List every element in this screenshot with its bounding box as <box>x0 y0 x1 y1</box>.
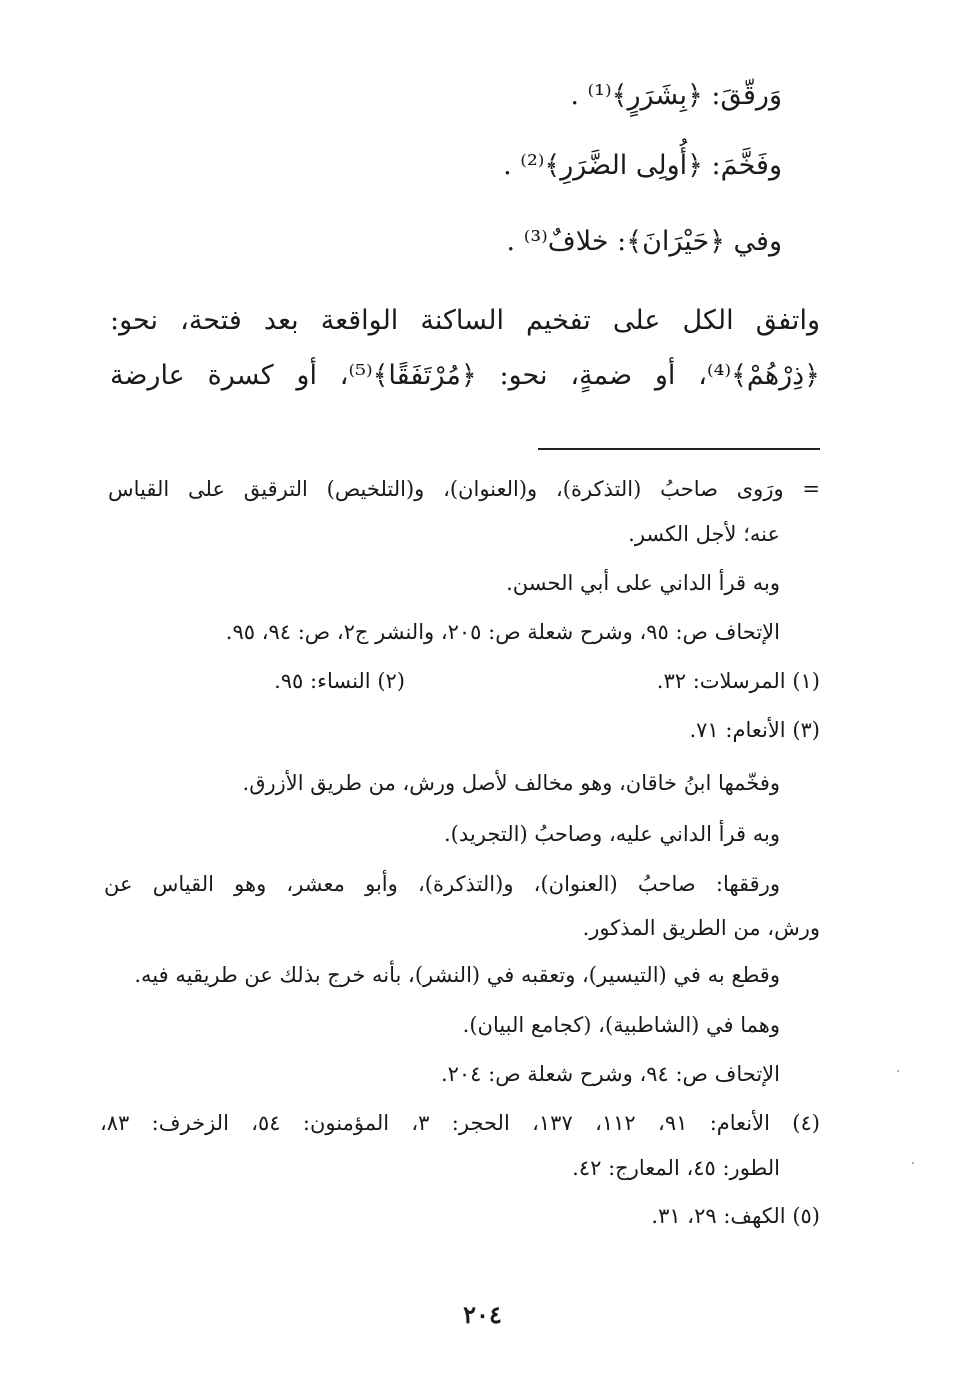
page-number: ٢٠٤ <box>463 1300 502 1329</box>
footnote-line: الإتحاف ص: ٩٥، وشرح شعلة ص: ٢٠٥، والنشر ج٢، ص: ٩٤، ٩٥. <box>225 620 780 644</box>
main-line-2: وفَخَّمَ: ﴿أُولِى الضَّرَرِ﴾⁽²⁾ . <box>503 150 782 181</box>
scan-speck <box>912 1162 914 1164</box>
scan-speck <box>897 1070 899 1072</box>
footnote-line: وبه قرأ الداني عليه، وصاحبُ (التجريد). <box>444 822 780 846</box>
footnote-separator <box>538 448 820 450</box>
footnote-2: (٢) النساء: ٩٥. <box>274 669 405 693</box>
footnote-4: (٤) الأنعام: ٩١، ١١٢، ١٣٧، الحجر: ٣، المؤمنون: ٥٤، الزخرف: ٨٣، <box>100 1111 820 1135</box>
main-line-4: واتفق الكل على تفخيم الساكنة الواقعة بعد فتحة، نحو: <box>110 305 820 336</box>
footnote-5: (٥) الكهف: ٢٩، ٣١. <box>651 1204 820 1228</box>
main-line-3: وفي ﴿حَيْرَانَ﴾: خلافٌ⁽³⁾ . <box>506 226 782 257</box>
main-line-5: ﴿ذِرْهُمْ﴾⁽⁴⁾، أو ضمةٍ، نحو: ﴿مُرْتَفَقًا﴾⁽⁵⁾، أو كسرة عارضة <box>110 360 820 391</box>
footnote-line: وقطع به في (التيسير)، وتعقبه في (النشر)، بأنه خرج بذلك عن طريقيه فيه. <box>134 963 780 987</box>
footnote-line: عنه؛ لأجل الكسر. <box>628 522 780 546</box>
footnote-line: ورققها: صاحبُ (العنوان)، و(التذكرة)، وأبو معشر، وهو القياس عن <box>104 872 780 896</box>
footnote-1: (١) المرسلات: ٣٢. <box>656 669 820 693</box>
footnote-line: = ورَوى صاحبُ (التذكرة)، و(العنوان)، و(التلخيص) الترقيق على القياس <box>108 477 820 501</box>
footnote-line: الطور: ٤٥، المعارج: ٤٢. <box>572 1156 780 1180</box>
footnote-line: الإتحاف ص: ٩٤، وشرح شعلة ص: ٢٠٤. <box>440 1062 780 1086</box>
main-line-1: وَرقّقَ: ﴿بِشَرَرٍ﴾⁽¹⁾ . <box>570 80 782 111</box>
footnote-line: ورش، من الطريق المذكور. <box>582 916 820 940</box>
footnote-line: وبه قرأ الداني على أبي الحسن. <box>506 571 780 595</box>
footnote-line: وفخّمها ابنُ خاقان، وهو مخالف لأصل ورش، من طريق الأزرق. <box>242 771 780 795</box>
footnote-3: (٣) الأنعام: ٧١. <box>689 718 820 742</box>
footnote-line: وهما في (الشاطبية)، (كجامع البيان). <box>462 1013 780 1037</box>
